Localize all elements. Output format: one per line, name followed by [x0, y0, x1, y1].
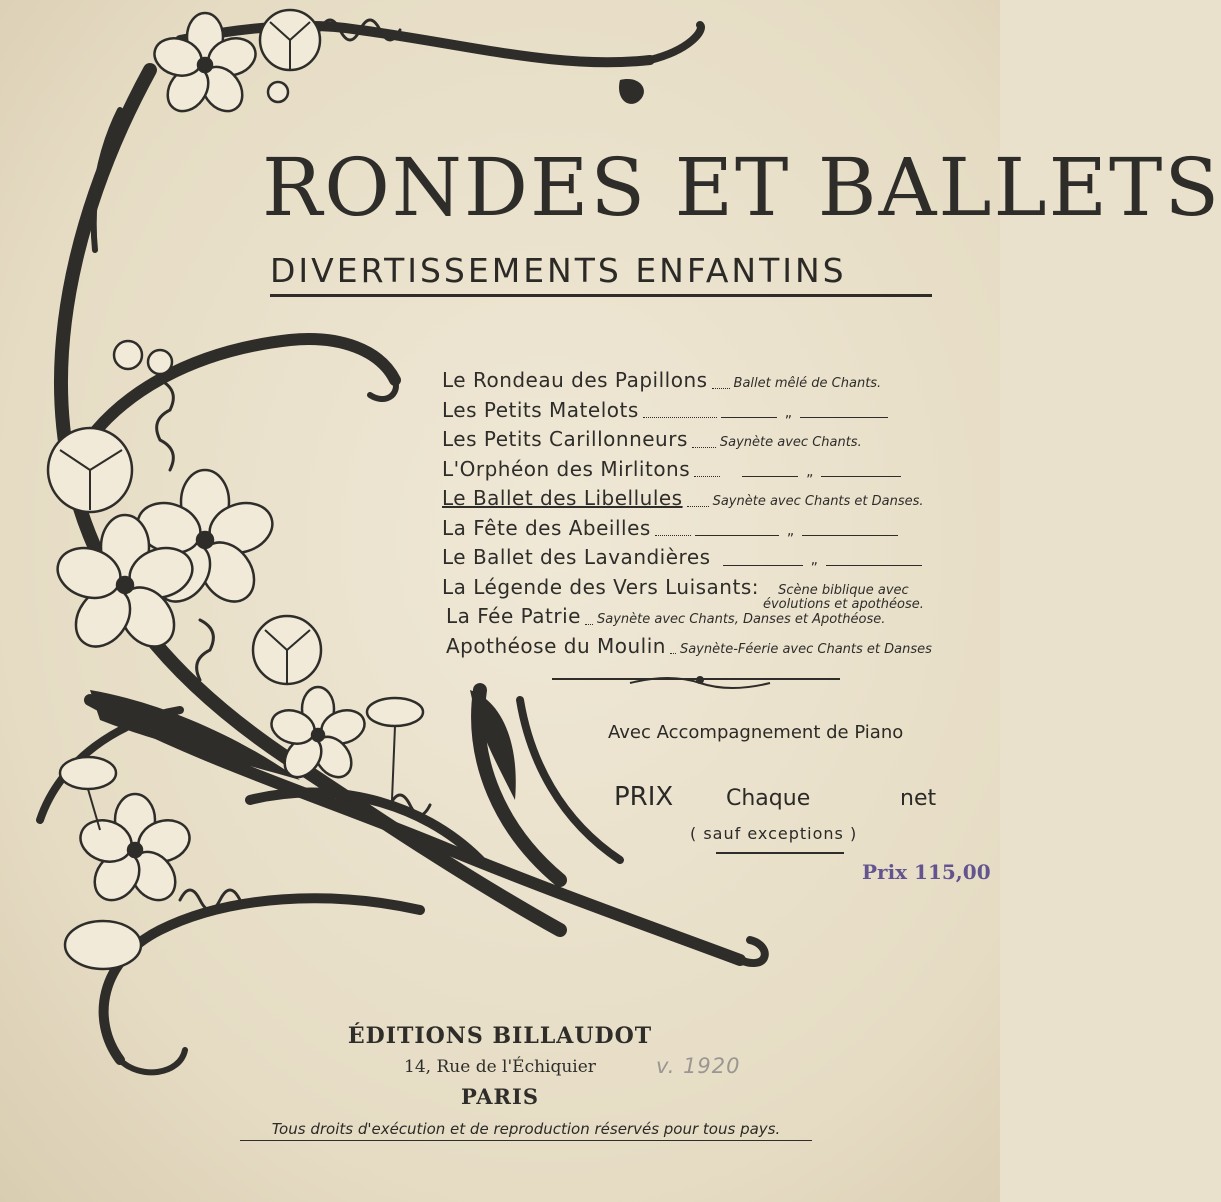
piece-note-line-1: Scène biblique avec — [778, 582, 909, 598]
ditto-mark: „ — [784, 404, 793, 421]
handwritten-date-note: v. 1920 — [656, 1054, 741, 1078]
ditto-mark: „ — [810, 552, 818, 568]
list-item — [442, 516, 962, 546]
list-item — [442, 368, 962, 398]
piece-note — [763, 584, 924, 612]
price-note: ( sauf exceptions ) — [690, 824, 858, 843]
piece-note: Saynète avec Chants, Danses et Apothéose. — [596, 612, 886, 627]
piece-note-line-2: évolutions et apothéose. — [762, 596, 924, 612]
piece-note: Saynète avec Chants et Danses. — [712, 494, 924, 509]
divider — [716, 852, 844, 854]
list-item — [442, 574, 962, 612]
list-item — [442, 398, 962, 428]
list-item — [442, 545, 962, 575]
piece-title: La Légende des Vers Luisants: — [442, 574, 759, 599]
piece-title: Les Petits Carillonneurs — [442, 427, 688, 451]
price-each: Chaque — [726, 786, 811, 811]
piece-title: La Fée Patrie — [446, 604, 581, 628]
piece-note: Saynète-Féerie avec Chants et Danses — [679, 641, 932, 657]
price-net: net — [900, 786, 937, 811]
ditto-mark: „ — [806, 463, 814, 480]
list-item — [442, 427, 962, 457]
accompaniment-text: Avec Accompagnement de Piano — [608, 722, 904, 743]
publisher-city: PARIS — [461, 1084, 539, 1109]
piece-title: Le Ballet des Lavandières — [442, 545, 711, 569]
piece-title: Le Ballet des Libellules — [442, 486, 683, 510]
cover-title: RONDES ET BALLETS — [262, 141, 1221, 234]
price-label: PRIX — [614, 782, 674, 812]
piece-note: Ballet mêlé de Chants. — [733, 376, 882, 391]
publisher-address: 14, Rue de l'Échiquier — [404, 1057, 596, 1077]
cover-subtitle: DIVERTISSEMENTS ENFANTINS — [270, 250, 932, 297]
list-item — [442, 486, 962, 516]
list-item — [442, 457, 962, 487]
pieces-list — [442, 368, 962, 663]
piece-note: Saynète avec Chants. — [719, 435, 862, 450]
piece-title: Les Petits Matelots — [442, 397, 639, 422]
piece-title: La Fête des Abeilles — [442, 515, 651, 540]
piece-title: L'Orphéon des Mirlitons — [442, 456, 691, 481]
divider — [552, 678, 840, 680]
price-stamp: Prix 115,00 — [862, 860, 991, 884]
rights-notice: Tous droits d'exécution et de reproduction réservés pour tous pays. — [240, 1120, 812, 1141]
list-item — [442, 634, 962, 664]
piece-title: Le Rondeau des Papillons — [442, 368, 708, 392]
ditto-mark: „ — [786, 522, 795, 539]
publisher-name: ÉDITIONS BILLAUDOT — [347, 1023, 653, 1049]
piece-title: Apothéose du Moulin — [446, 633, 666, 658]
